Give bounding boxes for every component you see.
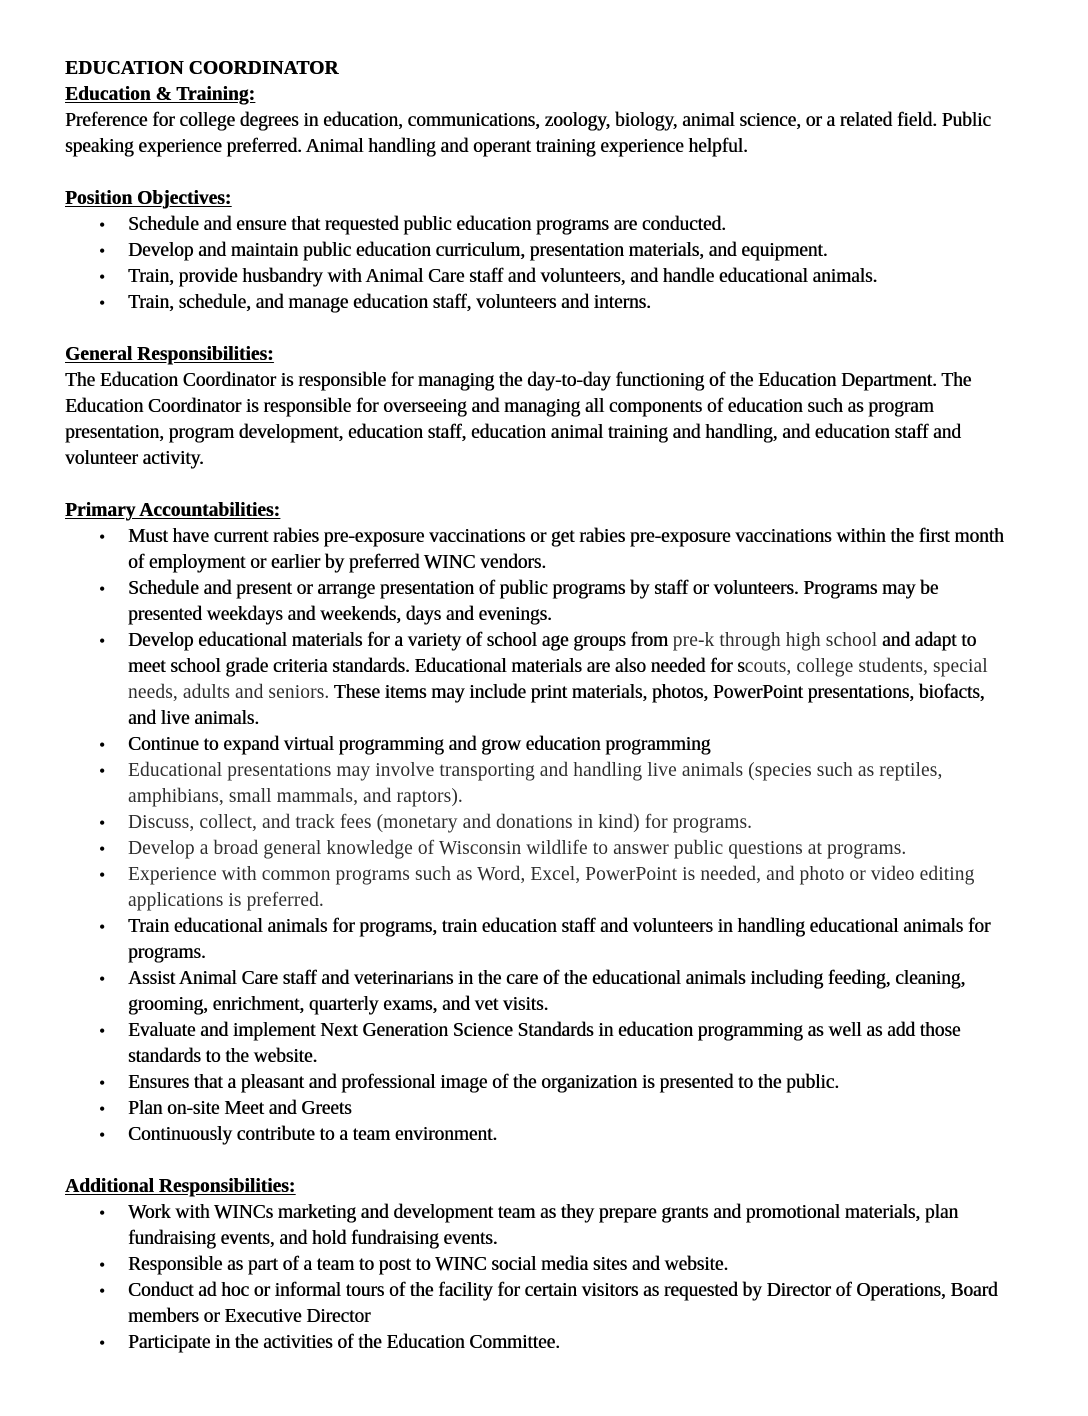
bullet-item <box>65 810 1012 836</box>
text-run: Responsible as part of a team to post to WINC social media sites and website. <box>128 1254 729 1275</box>
text-run: These items may include print materials, photos, PowerPoint presentations, biofacts, and live animals. <box>128 682 985 729</box>
text-run: Continuously contribute to a team environment. <box>128 1124 498 1145</box>
section-heading-position-objectives: Position Objectives: <box>65 188 232 209</box>
bullet-text <box>128 1280 998 1327</box>
bullet-icon: • <box>99 527 106 547</box>
document-sections <box>65 82 1012 1356</box>
bullet-text <box>128 1072 839 1093</box>
text-run: Train educational animals for programs, train education staff and volunteers in handling educational animals for programs. <box>128 916 991 963</box>
text-run: Train, provide husbandry with Animal Care staff and volunteers, and handle educational animals. <box>128 266 878 287</box>
text-run-light: Educational presentations may involve transporting and handling live animals (species such as reptiles, amphibians, small mammals, and raptors). <box>128 760 943 807</box>
text-run: Assist Animal Care staff and veterinarians in the care of the educational animals including feeding, cleaning, grooming, enrichment, quarterly exams, and vet visits. <box>128 968 966 1015</box>
bullet-item <box>65 1330 1012 1356</box>
bullet-item <box>65 290 1012 316</box>
text-run: Develop and maintain public education curriculum, presentation materials, and equipment. <box>128 240 828 261</box>
text-run: Plan on-site Meet and Greets <box>128 1098 352 1119</box>
text-run: Develop educational materials for a variety of school age groups from <box>128 630 673 651</box>
bullet-text <box>128 1332 560 1353</box>
section-paragraph <box>65 108 1012 160</box>
bullet-item <box>65 264 1012 290</box>
bullet-icon: • <box>99 1073 106 1093</box>
bullet-icon: • <box>99 1333 106 1353</box>
bullet-item <box>65 732 1012 758</box>
text-run: Work with WINCs marketing and development team as they prepare grants and promotional materials, plan fundraising events, and hold fundraising events. <box>128 1202 959 1249</box>
section-additional-responsibilities <box>65 1174 1012 1356</box>
bullet-item <box>65 758 1012 810</box>
bullet-icon: • <box>99 579 106 599</box>
bullet-item <box>65 914 1012 966</box>
bullet-text <box>128 916 990 963</box>
section-heading-general-responsibilities: General Responsibilities: <box>65 344 274 365</box>
bullet-item <box>65 862 1012 914</box>
section-position-objectives <box>65 186 1012 316</box>
text-run: Evaluate and implement Next Generation Science Standards in education programming as well as add those standards to the website. <box>128 1020 961 1067</box>
document-title: EDUCATION COORDINATOR <box>65 58 339 79</box>
bullet-icon: • <box>99 1125 106 1145</box>
bullet-icon: • <box>99 1203 106 1223</box>
bullet-text <box>128 630 988 729</box>
bullet-icon: • <box>99 1021 106 1041</box>
bullet-item <box>65 1018 1012 1070</box>
bullet-item <box>65 1252 1012 1278</box>
text-run-light: Develop a broad general knowledge of Wisconsin wildlife to answer public questions at programs. <box>128 838 907 859</box>
text-run: Participate in the activities of the Education Committee. <box>128 1332 560 1353</box>
bullet-icon: • <box>99 969 106 989</box>
section-heading-additional-responsibilities: Additional Responsibilities: <box>65 1176 296 1197</box>
bullet-icon: • <box>99 1099 106 1119</box>
section-heading-education-training: Education & Training: <box>65 84 255 105</box>
text-run: Train, schedule, and manage education staff, volunteers and interns. <box>128 292 651 313</box>
bullet-text <box>128 266 877 287</box>
bullet-icon: • <box>99 1255 106 1275</box>
text-run: and adapt to meet school grade criteria standards. Educational materials are also needed for s <box>128 630 977 677</box>
bullet-text <box>128 578 938 625</box>
bullet-item <box>65 966 1012 1018</box>
section-general-responsibilities <box>65 342 1012 472</box>
section-education-training <box>65 82 1012 160</box>
bullet-icon: • <box>99 735 106 755</box>
bullet-text <box>128 214 726 235</box>
text-run: The Education Coordinator is responsible for managing the day-to-day functioning of the Education Department. The Education Coordinator is responsible for overseeing and managing all components of education such as program presentation, program development, education staff, education animal training and handling, and education staff and volunteer activity. <box>65 370 972 469</box>
text-run-light: Experience with common programs such as Word, Excel, PowerPoint is needed, and photo or video editing applications is preferred. <box>128 864 975 911</box>
bullet-icon: • <box>99 631 106 651</box>
bullet-text <box>128 240 827 261</box>
bullet-item <box>65 1278 1012 1330</box>
section-heading-primary-accountabilities: Primary Accountabilities: <box>65 500 281 521</box>
bullet-text <box>128 1254 728 1275</box>
bullet-item <box>65 1070 1012 1096</box>
bullet-text <box>128 526 1004 573</box>
text-run-light: couts, college students, special needs, adults and seniors. <box>128 656 988 703</box>
text-run: Continue to expand virtual programming and grow education programming <box>128 734 711 755</box>
bullet-list <box>65 1200 1012 1356</box>
bullet-item <box>65 238 1012 264</box>
bullet-text <box>128 1202 958 1249</box>
text-run: Preference for college degrees in education, communications, zoology, biology, animal science, or a related field. Public speaking experience preferred. Animal handling and operant training experience helpful. <box>65 110 991 157</box>
bullet-text <box>128 812 752 833</box>
bullet-text <box>128 1124 497 1145</box>
bullet-list <box>65 212 1012 316</box>
bullet-text <box>128 838 906 859</box>
bullet-item <box>65 1096 1012 1122</box>
bullet-item <box>65 212 1012 238</box>
bullet-text <box>128 968 965 1015</box>
bullet-text <box>128 734 710 755</box>
text-run: Schedule and ensure that requested public education programs are conducted. <box>128 214 726 235</box>
bullet-item <box>65 836 1012 862</box>
bullet-item <box>65 1200 1012 1252</box>
text-run: Ensures that a pleasant and professional image of the organization is presented to the public. <box>128 1072 839 1093</box>
bullet-list <box>65 524 1012 1148</box>
bullet-text <box>128 292 651 313</box>
bullet-item <box>65 524 1012 576</box>
bullet-item <box>65 1122 1012 1148</box>
bullet-icon: • <box>99 1281 106 1301</box>
text-run-light: pre-k through high school <box>672 630 878 651</box>
bullet-text <box>128 1098 352 1119</box>
bullet-item <box>65 576 1012 628</box>
bullet-icon: • <box>99 839 106 859</box>
bullet-text <box>128 760 942 807</box>
text-run: Must have current rabies pre-exposure vaccinations or get rabies pre-exposure vaccinations within the first month of employment or earlier by preferred WINC vendors. <box>128 526 1004 573</box>
bullet-icon: • <box>99 917 106 937</box>
bullet-icon: • <box>99 761 106 781</box>
bullet-icon: • <box>99 865 106 885</box>
section-primary-accountabilities <box>65 498 1012 1148</box>
text-run: Schedule and present or arrange presentation of public programs by staff or volunteers. Programs may be presented weekdays and weekends, days and evenings. <box>128 578 939 625</box>
bullet-icon: • <box>99 267 106 287</box>
bullet-text <box>128 864 975 911</box>
section-paragraph <box>65 368 1012 472</box>
bullet-icon: • <box>99 813 106 833</box>
bullet-text <box>128 1020 960 1067</box>
text-run: Conduct ad hoc or informal tours of the facility for certain visitors as requested by Director of Operations, Board members or Executive Director <box>128 1280 998 1327</box>
bullet-icon: • <box>99 241 106 261</box>
bullet-icon: • <box>99 293 106 313</box>
bullet-item <box>65 628 1012 732</box>
bullet-icon: • <box>99 215 106 235</box>
text-run-light: Discuss, collect, and track fees (monetary and donations in kind) for programs. <box>128 812 753 833</box>
